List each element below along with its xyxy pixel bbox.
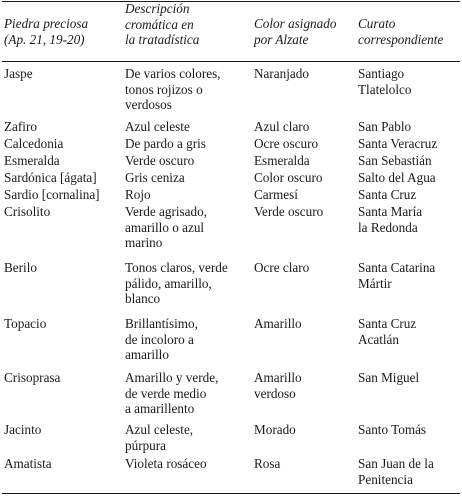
row-description: De pardo a gris (125, 136, 206, 151)
header-description: Descripción cromática en la tratadística (125, 1, 200, 47)
row-stone: Zafiro (4, 119, 37, 134)
row-description: Amarillo y verde, de verde medio a amarillento (125, 370, 219, 416)
row-description: Verde oscuro (125, 153, 195, 168)
header-color: Color asignado por Alzate (254, 16, 337, 47)
row-parish: Santiago Tlatelolco (358, 66, 412, 97)
row-description: De varios colores, tonos rojizos o verdosos (125, 66, 221, 112)
row-stone: Calcedonia (4, 136, 64, 151)
bottom-rule (2, 493, 460, 494)
row-stone: Topacio (4, 316, 47, 331)
row-parish: San Sebastián (358, 153, 432, 168)
row-parish: Santa Cruz Acatlán (358, 316, 417, 347)
row-stone: Amatista (4, 456, 52, 471)
row-parish: San Pablo (358, 119, 412, 134)
row-color: Esmeralda (254, 153, 310, 168)
row-parish: San Juan de la Penitencia (358, 456, 434, 487)
row-stone: Crisoprasa (4, 370, 61, 385)
row-color: Azul claro (254, 119, 310, 134)
row-parish: Santo Tomás (358, 422, 427, 437)
row-color: Amarillo verdoso (254, 370, 302, 401)
row-description: Azul celeste, púrpura (125, 422, 194, 453)
row-parish: San Miguel (358, 370, 420, 385)
row-description: Brillantísimo, de incoloro a amarillo (125, 316, 198, 362)
row-color: Carmesí (254, 187, 298, 202)
row-stone: Esmeralda (4, 153, 60, 168)
row-stone: Berilo (4, 260, 37, 275)
row-description: Azul celeste (125, 119, 190, 134)
row-color: Naranjado (254, 66, 309, 81)
row-color: Ocre claro (254, 260, 310, 275)
header-parish: Curato correspondiente (358, 16, 444, 47)
row-color: Amarillo (254, 316, 302, 331)
row-stone: Crisolito (4, 204, 51, 219)
row-description: Verde agrisado, amarillo o azul marino (125, 204, 208, 250)
row-parish: Salto del Agua (358, 170, 436, 185)
row-description: Tonos claros, verde pálido, amarillo, blanco (125, 260, 228, 306)
row-parish: Santa María la Redonda (358, 204, 423, 235)
row-stone: Jacinto (4, 422, 42, 437)
row-parish: Santa Veracruz (358, 136, 438, 151)
row-stone: Jaspe (4, 66, 33, 81)
row-stone: Sardónica [ágata] (4, 170, 97, 185)
header-stone: Piedra preciosa (Ap. 21, 19-20) (4, 16, 89, 47)
row-parish: Santa Catarina Mártir (358, 260, 436, 291)
row-color: Ocre oscuro (254, 136, 319, 151)
row-parish: Santa Cruz (358, 187, 417, 202)
row-color: Rosa (254, 456, 281, 471)
header-rule (2, 61, 460, 62)
row-stone: Sardio [cornalina] (4, 187, 100, 202)
row-description: Gris ceniza (125, 170, 185, 185)
row-description: Rojo (125, 187, 151, 202)
row-color: Verde oscuro (254, 204, 324, 219)
row-color: Morado (254, 422, 296, 437)
row-color: Color oscuro (254, 170, 323, 185)
row-description: Violeta rosáceo (125, 456, 207, 471)
